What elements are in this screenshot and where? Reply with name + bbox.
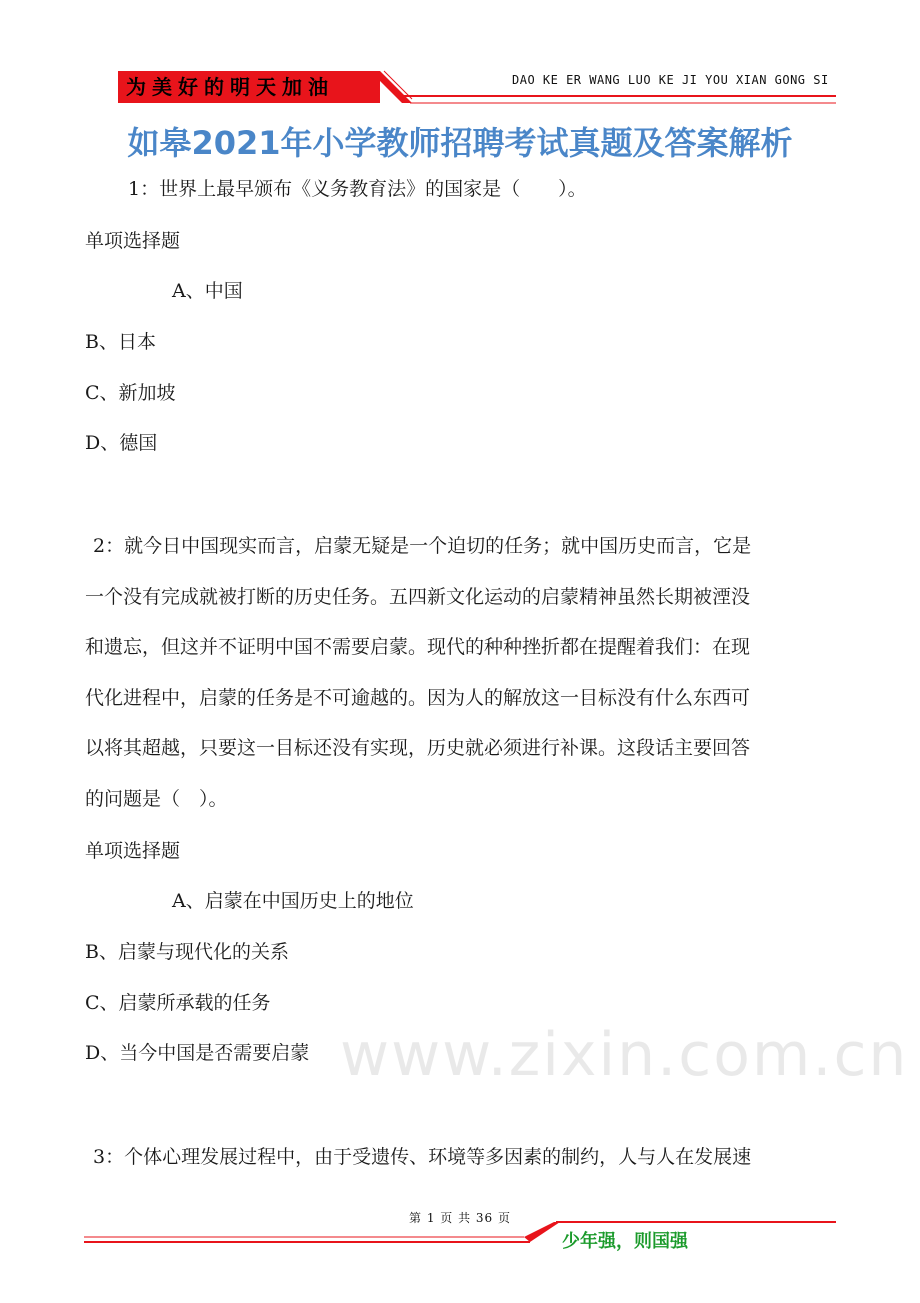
footer-slogan: 少年强，则国强: [562, 1231, 688, 1252]
header-banner: 为美好的明天加油: [118, 71, 380, 103]
page-title: 如皋2021年小学教师招聘考试真题及答案解析: [127, 124, 793, 162]
question-1-option-d: D、德国: [85, 432, 158, 454]
watermark: www.zixin.com.cn: [340, 1020, 909, 1090]
question-3-stem: 3：个体心理发展过程中，由于受遗传、环境等多因素的制约，人与人在发展速: [93, 1146, 752, 1168]
question-2-option-d: D、当今中国是否需要启蒙: [85, 1042, 310, 1064]
page-number: 第 1 页 共 36 页: [409, 1211, 511, 1225]
footer-decoration-lines: [0, 1215, 920, 1255]
question-1-type: 单项选择题: [85, 230, 181, 252]
question-1-option-c: C、新加坡: [85, 382, 176, 404]
question-2-stem-line: 一个没有完成就被打断的历史任务。五四新文化运动的启蒙精神虽然长期被湮没: [85, 585, 751, 608]
question-2-option-c: C、启蒙所承载的任务: [85, 992, 271, 1014]
question-2-stem-line: 的问题是（ ）。: [85, 787, 228, 810]
question-2-stem-line: 以将其超越，只要这一目标还没有实现，历史就必须进行补课。这段话主要回答: [85, 737, 751, 760]
question-2-stem-line: 代化进程中，启蒙的任务是不可逾越的。因为人的解放这一目标没有什么东西可: [85, 686, 751, 709]
question-2-option-a: A、启蒙在中国历史上的地位: [172, 890, 414, 912]
question-1-option-b: B、日本: [85, 331, 156, 353]
company-name: DAO KE ER WANG LUO KE JI YOU XIAN GONG SI: [512, 73, 829, 87]
header-decoration-lines: [0, 0, 920, 110]
question-2-stem-line: 和遗忘，但这并不证明中国不需要启蒙。现代的种种挫折都在提醒着我们：在现: [85, 636, 751, 659]
question-2-option-b: B、启蒙与现代化的关系: [85, 941, 289, 963]
question-1-option-a: A、中国: [172, 280, 243, 302]
question-2-stem: [85, 521, 845, 825]
question-2-stem-line: 2：就今日中国现实而言，启蒙无疑是一个迫切的任务；就中国历史而言，它是: [93, 535, 752, 557]
question-1-stem: 1：世界上最早颁布《义务教育法》的国家是（ ）。: [128, 178, 587, 200]
question-2-type: 单项选择题: [85, 840, 181, 862]
